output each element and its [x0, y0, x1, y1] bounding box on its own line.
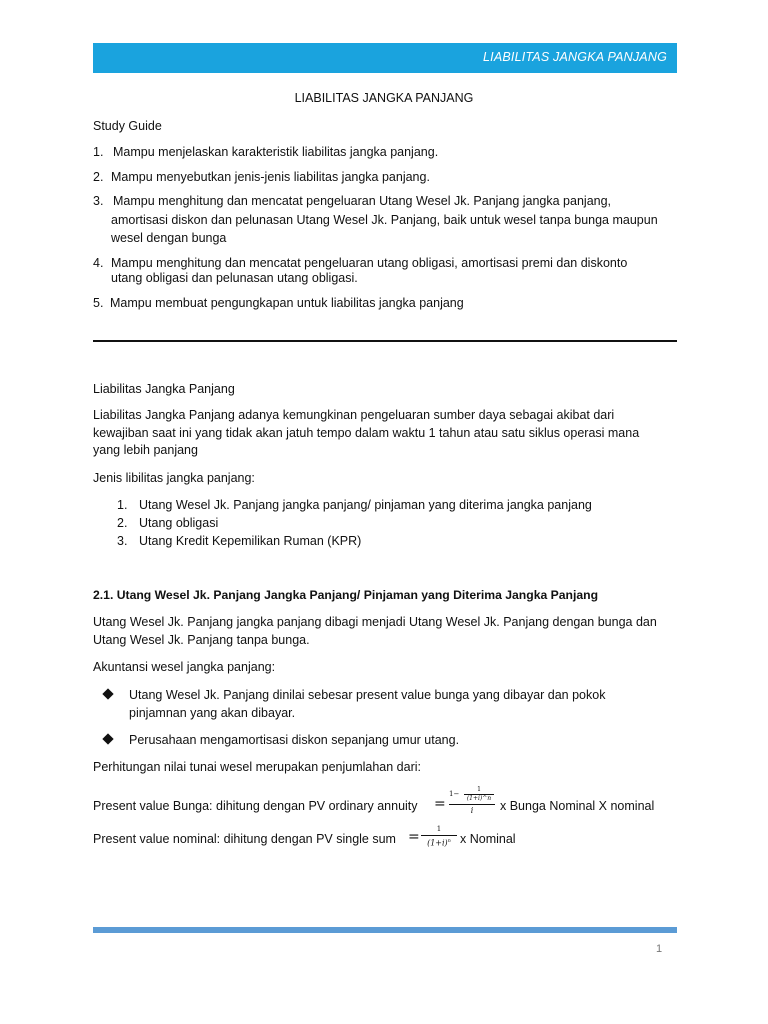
study-item-text: Mampu membuat pengungkapan untuk liabilitas jangka panjang [110, 296, 464, 310]
pv-interest-fraction [449, 786, 497, 820]
accounting-heading: Akuntansi wesel jangka panjang: [93, 660, 276, 674]
diamond-bullet-icon [102, 688, 113, 699]
types-heading: Jenis libilitas jangka panjang: [93, 471, 255, 485]
bullet-text: pinjamnan yang akan dibayar. [129, 706, 296, 720]
inner-denominator: (1+i)^n [466, 795, 492, 802]
definition-line: yang lebih panjang [93, 443, 198, 457]
pv-nominal-fraction [421, 825, 457, 853]
bullet-text: Perusahaan mengamortisasi diskon sepanjang umur utang. [129, 733, 460, 747]
footer-bar [93, 927, 677, 933]
equals-sign: = [434, 796, 446, 812]
definition-line: Liabilitas Jangka Panjang adanya kemungkinan pengeluaran sumber daya sebagai akibat dari [93, 408, 615, 422]
bullet-text: Utang Wesel Jk. Panjang dinilai sebesar present value bunga yang dibayar dan pokok [129, 688, 606, 702]
outer-denominator: i [470, 806, 474, 815]
pv-nominal-label: Present value nominal: dihitung dengan PV single sum [93, 832, 396, 846]
nominal-denominator [421, 838, 457, 848]
document-title: LIABILITAS JANGKA PANJANG [294, 91, 474, 105]
study-item-number: 5. [93, 296, 104, 310]
study-item-text: Mampu menyebutkan jenis-jenis liabilitas jangka panjang. [111, 170, 430, 184]
pv-interest-suffix: x Bunga Nominal X nominal [500, 799, 655, 813]
section-heading: Liabilitas Jangka Panjang [93, 382, 235, 396]
study-item-number: 2. [93, 170, 104, 184]
nominal-numerator: 1 [436, 825, 442, 833]
header-title: LIABILITAS JANGKA PANJANG [483, 50, 667, 64]
study-item-text: amortisasi diskon dan pelunasan Utang Wesel Jk. Panjang, baik untuk wesel tanpa bunga maupun [111, 213, 658, 227]
study-item-number: 1. [93, 145, 104, 159]
nominal-denominator-exponent: n [447, 838, 451, 844]
study-item-text: Mampu menghitung dan mencatat pengeluaran utang obligasi, amortisasi premi dan diskonto [111, 256, 628, 270]
diamond-bullet-icon [102, 733, 113, 744]
subsection-heading: 2.1. Utang Wesel Jk. Panjang Jangka Panjang/ Pinjaman yang Diterima Jangka Panjang [93, 588, 599, 602]
equals-sign: = [408, 829, 420, 845]
study-item-number: 4. [93, 256, 104, 270]
definition-line: kewajiban saat ini yang tidak akan jatuh tempo dalam waktu 1 tahun atau satu siklus operasi mana [93, 426, 640, 440]
type-number: 1. [117, 498, 128, 512]
nominal-fraction-line [421, 835, 457, 836]
type-item: Utang obligasi [139, 516, 219, 530]
intro-line: Utang Wesel Jk. Panjang jangka panjang dibagi menjadi Utang Wesel Jk. Panjang dengan bunga dan [93, 615, 657, 629]
type-item: Utang Wesel Jk. Panjang jangka panjang/ pinjaman yang diterima jangka panjang [139, 498, 592, 512]
study-item-text: utang obligasi dan pelunasan utang obligasi. [111, 271, 358, 285]
study-item-number: 3. [93, 194, 104, 208]
study-item-text: wesel dengan bunga [111, 231, 227, 245]
type-number: 3. [117, 534, 128, 548]
type-number: 2. [117, 516, 128, 530]
annuity-numerator-prefix: 1− [449, 790, 460, 798]
study-item-text: Mampu menjelaskan karakteristik liabilitas jangka panjang. [113, 145, 439, 159]
study-item-text: Mampu menghitung dan mencatat pengeluaran Utang Wesel Jk. Panjang jangka panjang, [113, 194, 612, 208]
nominal-denominator-base: (1+i) [427, 838, 448, 848]
study-guide-heading: Study Guide [93, 119, 162, 133]
intro-line: Utang Wesel Jk. Panjang tanpa bunga. [93, 633, 310, 647]
outer-fraction-line [449, 804, 495, 805]
page-number: 1 [656, 943, 663, 955]
inner-numerator: 1 [477, 786, 481, 793]
section-divider [93, 340, 677, 342]
calc-heading: Perhitungan nilai tunai wesel merupakan penjumlahan dari: [93, 760, 421, 774]
pv-interest-label: Present value Bunga: dihitung dengan PV ordinary annuity [93, 799, 418, 813]
pv-nominal-suffix: x Nominal [460, 832, 516, 846]
header-bar [93, 43, 677, 73]
type-item: Utang Kredit Kepemilikan Ruman (KPR) [139, 534, 362, 548]
